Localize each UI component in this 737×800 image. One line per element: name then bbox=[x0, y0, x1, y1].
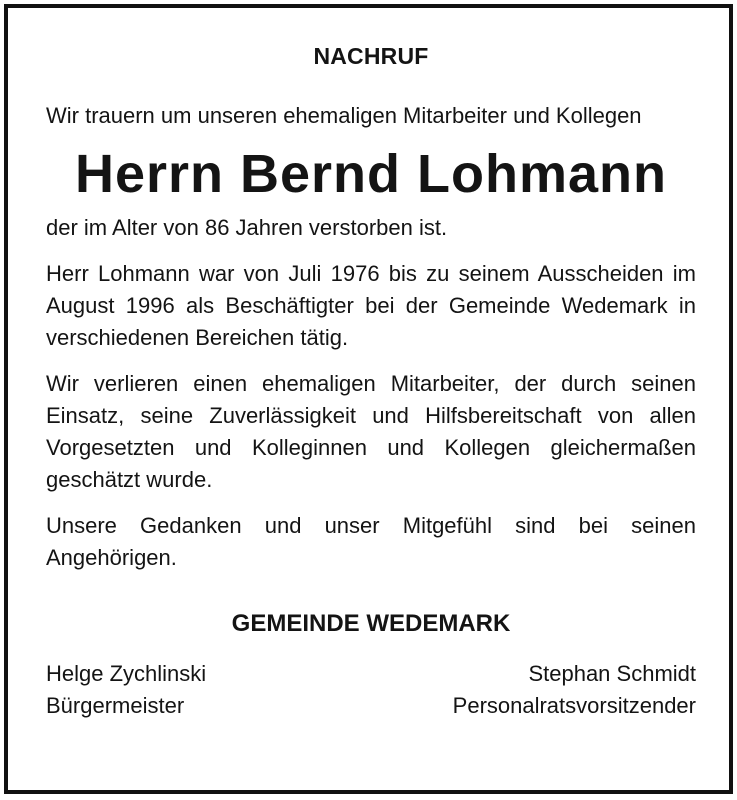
paragraph-condolence: Unsere Gedanken und unser Mitgefühl sind bei seinen Angehörigen. bbox=[46, 513, 696, 570]
signer-right-name: Stephan Schmidt bbox=[528, 661, 696, 686]
paragraph-tribute: Wir verlieren einen ehemaligen Mitarbeiter, der durch seinen Einsatz, seine Zuverlässigkeit und Hilfsbereitschaft von allen Vorgesetzten und Kolleginnen und Kollegen gleichermaßen geschätzt wurde. bbox=[46, 371, 696, 492]
signer-right bbox=[453, 658, 696, 722]
signer-left-name: Helge Zychlinski bbox=[46, 661, 207, 686]
heading: NACHRUF bbox=[313, 43, 429, 69]
deceased-name: Herrn Bernd Lohmann bbox=[74, 144, 668, 204]
signer-left-title: Bürgermeister bbox=[46, 693, 185, 718]
signer-right-title: Personalratsvorsitzender bbox=[452, 693, 696, 718]
obituary-frame bbox=[4, 4, 733, 794]
signers bbox=[46, 658, 696, 722]
signer-left bbox=[46, 658, 206, 722]
organization-name: GEMEINDE WEDEMARK bbox=[231, 610, 511, 637]
obituary-content bbox=[46, 36, 696, 722]
intro-text: Wir trauern um unseren ehemaligen Mitarbeiter und Kollegen bbox=[46, 103, 642, 128]
paragraph-employment: Herr Lohmann war von Juli 1976 bis zu seinem Ausscheiden im August 1996 als Beschäftigter bei der Gemeinde Wedemark in verschiedenen Bereichen tätig. bbox=[46, 261, 696, 350]
age-line: der im Alter von 86 Jahren verstorben ist. bbox=[46, 215, 448, 240]
